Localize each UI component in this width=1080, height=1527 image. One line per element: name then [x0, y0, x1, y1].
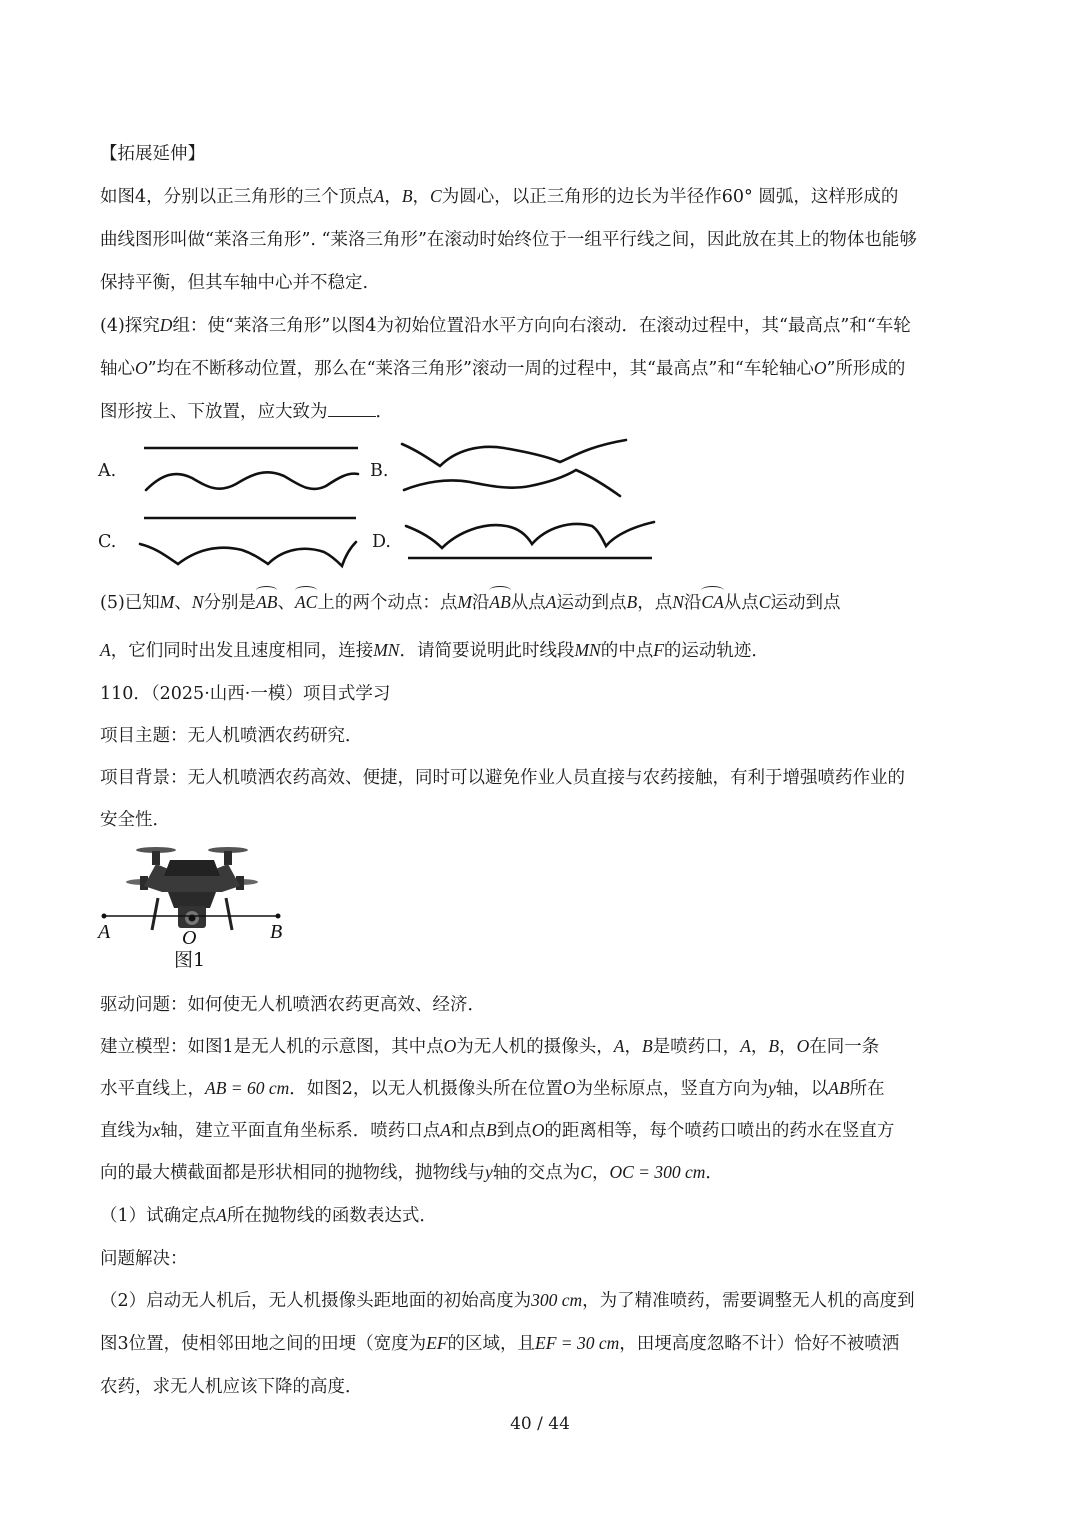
q110-model-line-3: 直线为x轴，建立平面直角坐标系．喷药口点A和点B到点O的距离相等，每个喷药口喷出的药水在竖直方	[100, 1120, 895, 1141]
option-c-label[interactable]: C.	[98, 532, 117, 552]
intro-line-1: 如图4，分别以正三角形的三个顶点A，B，C为圆心，以正三角形的边长为半径作60° 圆弧，这样形成的	[100, 186, 899, 207]
option-d-figure[interactable]	[402, 510, 662, 570]
section-header: 【拓展延伸】	[100, 144, 205, 164]
q4-line-2: 轴心O”均在不断移动位置，那么在“莱洛三角形”滚动一周的过程中，其“最高点”和“车轮轴心O”所形成的	[100, 358, 906, 379]
answer-blank[interactable]	[328, 415, 376, 417]
drone-figure	[98, 842, 298, 972]
q5-line-1: (5)已知M、N分别是AB、AC上的两个动点：点M沿AB从点A运动到点B，点N沿CA从点C运动到点	[100, 588, 985, 614]
intro-line-3: 保持平衡，但其车轴中心并不稳定.	[100, 273, 369, 293]
q4-line-1: (4)探究D组：使“莱洛三角形”以图4为初始位置沿水平方向向右滚动．在滚动过程中，其“最高点”和“车轮	[100, 315, 911, 336]
intro-line-2: 曲线图形叫做“莱洛三角形”. “莱洛三角形”在滚动时始终位于一组平行线之间，因此放在其上的物体也能够	[100, 230, 917, 250]
q110-model-line-1: 建立模型：如图1是无人机的示意图，其中点O为无人机的摄像头，A，B是喷药口，A，B，O在同一条	[100, 1036, 880, 1057]
q110-driving-question: 驱动问题：如何使无人机喷洒农药更高效、经济．	[100, 995, 485, 1015]
q110-part-2-line-1: （2）启动无人机后，无人机摄像头距地面的初始高度为300 cm，为了精准喷药，需要调整无人机的高度到	[100, 1290, 915, 1311]
q5-line-2: A，它们同时出发且速度相同，连接MN．请简要说明此时线段MN的中点F的运动轨迹．	[100, 640, 769, 661]
q110-solve-heading: 问题解决：	[100, 1249, 188, 1269]
drone-icon	[126, 847, 258, 930]
fig1-label-b: B	[270, 921, 283, 943]
q110-part-2-line-3: 农药，求无人机应该下降的高度．	[100, 1377, 363, 1397]
q110-part-1: （1）试确定点A所在抛物线的函数表达式．	[100, 1205, 437, 1226]
option-a-figure[interactable]	[140, 440, 365, 500]
q110-theme: 项目主题：无人机喷洒农药研究．	[100, 726, 363, 746]
option-b-label[interactable]: B.	[370, 461, 389, 481]
q110-model-line-4: 向的最大横截面都是形状相同的抛物线，抛物线与y轴的交点为C，OC = 300 cm．	[100, 1162, 723, 1183]
option-b-figure[interactable]	[400, 438, 635, 503]
fig1-caption: 图1	[174, 949, 206, 971]
page-number: 40 / 44	[510, 1414, 570, 1434]
q110-title: 110．（2025·山西·一模）项目式学习	[100, 684, 391, 704]
q110-background-2: 安全性．	[100, 810, 170, 830]
q110-background-1: 项目背景：无人机喷洒农药高效、便捷，同时可以避免作业人员直接与农药接触，有利于增强喷药作业的	[100, 768, 905, 788]
q4-line-3: 图形按上、下放置，应大致为 ．	[100, 402, 393, 422]
option-d-label[interactable]: D.	[372, 532, 391, 552]
q110-part-2-line-2: 图3位置，使相邻田地之间的田埂（宽度为EF的区域，且EF = 30 cm，田埂高度忽略不计）恰好不被喷洒	[100, 1333, 900, 1354]
q110-model-line-2: 水平直线上，AB = 60 cm．如图2，以无人机摄像头所在位置O为坐标原点，竖直方向为y轴，以AB所在	[100, 1078, 885, 1099]
fig1-label-a: A	[98, 921, 111, 943]
option-c-figure[interactable]	[138, 510, 363, 570]
option-a-label[interactable]: A.	[98, 461, 117, 481]
fig1-label-o: O	[182, 927, 197, 949]
